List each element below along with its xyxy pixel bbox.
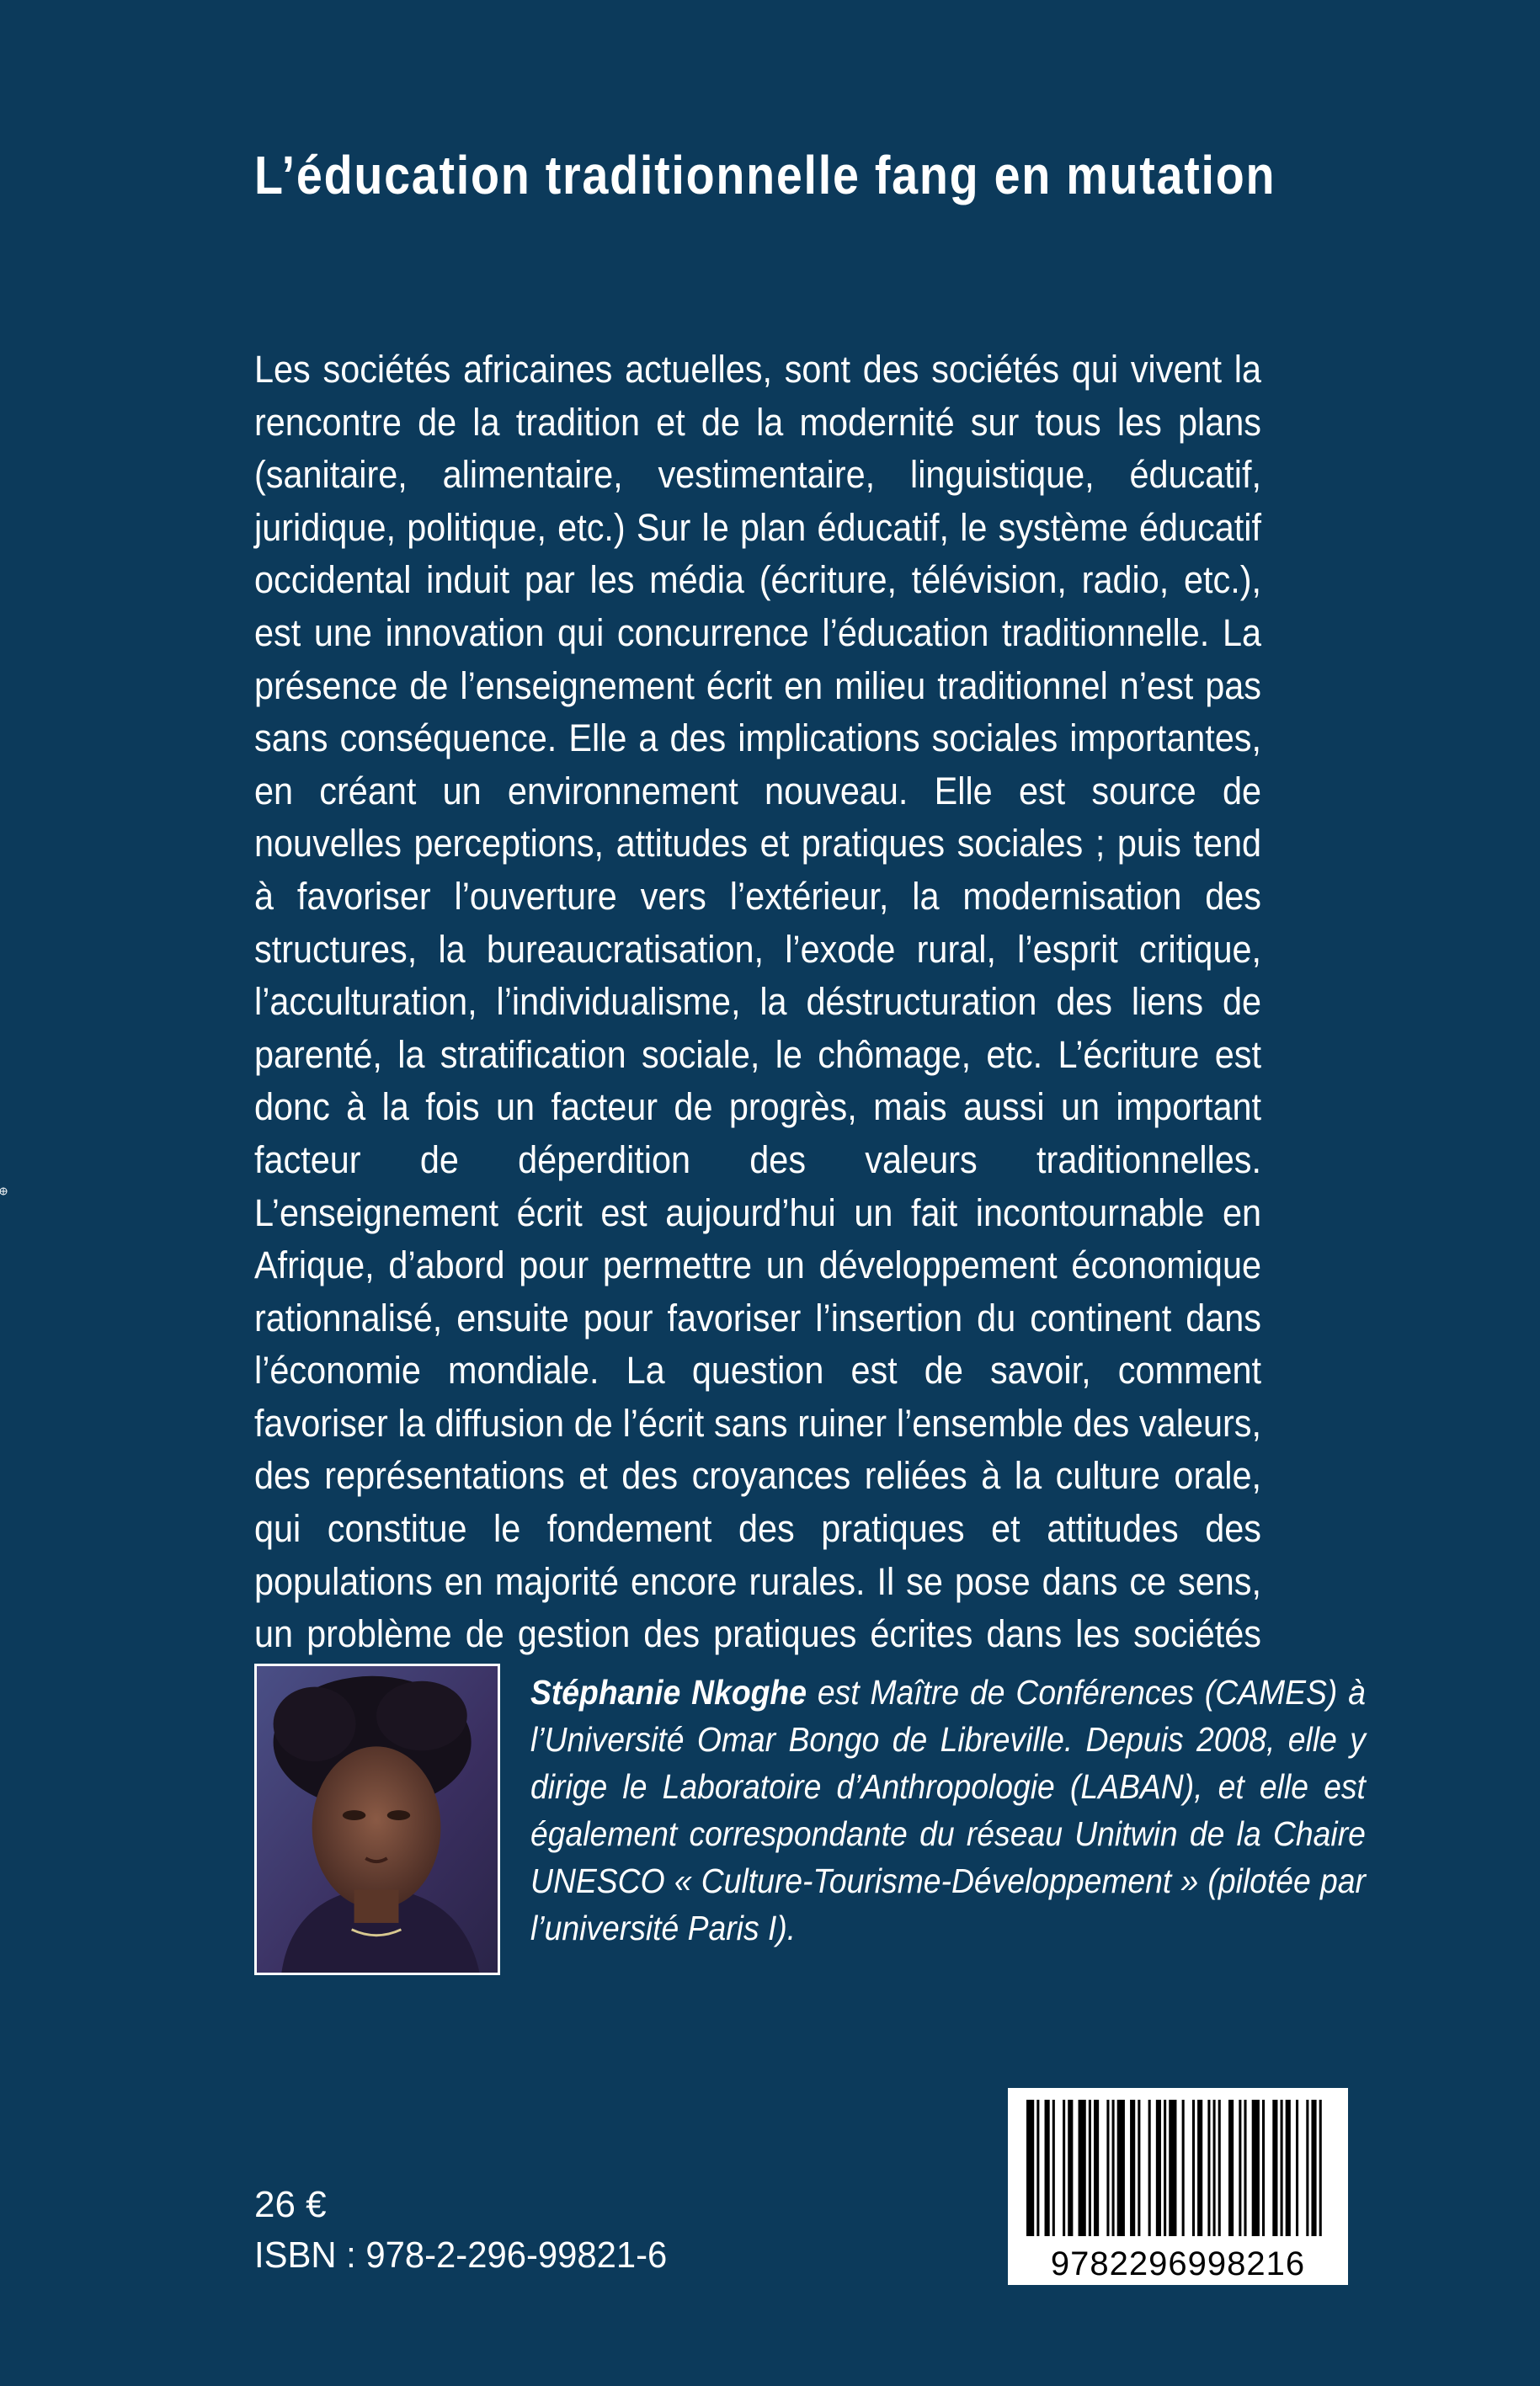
barcode-bar: [1089, 2100, 1091, 2236]
barcode-bar: [1244, 2100, 1246, 2236]
barcode-bar: [1106, 2100, 1109, 2236]
barcode: [1008, 2088, 1348, 2285]
barcode-bar: [1156, 2100, 1161, 2236]
author-photo: [254, 1664, 500, 1975]
barcode-bar: [1169, 2100, 1176, 2236]
barcode-bar: [1079, 2100, 1086, 2236]
barcode-bar: [1063, 2100, 1065, 2236]
back-cover-blurb: [254, 344, 1261, 1713]
barcode-bar: [1045, 2100, 1050, 2236]
barcode-digits: 9782296998216: [1050, 2245, 1306, 2282]
blurb-text: Les sociétés africaines actuelles, sont des sociétés qui vivent la rencontre de la tradition et de la modernité sur tous les plans (sanitaire, alimentaire, vestimentaire, linguistique, éducatif, juridique, politique, etc.) Sur le plan éducatif, le système éducatif occidental induit par les média (écriture, télévision, radio, etc.), est une innovation qui concurrence l’éducation traditionnelle. La présence de l’enseignement écrit en milieu traditionnel n’est pas sans conséquence. Elle a des implications sociales importantes, en créant un environnement nouveau. Elle est source de nouvelles perceptions, attitudes et pratiques sociales ; puis tend à favoriser l’ouverture vers l’extérieur, la modernisation des structures, la bureaucratisation, l’exode rural, l’esprit critique, l’acculturation, l’individualisme, la déstructuration des liens de parenté, la stratification sociale, le chômage, etc. L’écriture est donc à la fois un facteur de progrès, mais aussi un important facteur de déperdition des valeurs traditionnelles. L’enseignement écrit est aujourd’hui un fait incontournable en Afrique, d’abord pour permettre un développement économique rationnalisé, ensuite pour favoriser l’insertion du continent dans l’économie mondiale. La question est de savoir, comment favoriser la diffusion de l’écrit sans ruiner l’ensemble des valeurs, des représentations et des croyances reliées à la culture orale, qui constitue le fondement des pratiques et attitudes des populations en majorité encore rurales. Il se pose dans ce sens, un problème de gestion des pratiques écrites dans les sociétés: [254, 348, 1261, 1656]
barcode-bar: [1036, 2100, 1039, 2236]
barcode-bar: [1319, 2100, 1322, 2236]
barcode-bar: [1228, 2100, 1234, 2236]
barcode-bar: [1068, 2100, 1073, 2236]
author-bio-text: est Maître de Conférences (CAMES) à l’Université Omar Bongo de Libreville. Depuis 2008, elle y dirige le Laboratoire d’Anthropologie (LABAN), et elle est également correspondante du réseau Unitwin de la Chaire UNESCO « Culture-Tourisme-Développement » (pilotée par l’université Paris I).: [530, 1673, 1366, 1947]
barcode-bar: [1272, 2100, 1277, 2236]
registration-mark-icon: [0, 1185, 12, 1197]
barcode-bar: [1197, 2100, 1202, 2236]
author-bio: [530, 1669, 1366, 1952]
barcode-bar: [1252, 2100, 1260, 2236]
barcode-bar: [1281, 2100, 1283, 2236]
book-title: L’éducation traditionnelle fang en mutation: [254, 145, 1276, 205]
barcode-bar: [1311, 2100, 1316, 2236]
barcode-bar: [1117, 2100, 1125, 2236]
barcode-bar: [1218, 2100, 1221, 2236]
barcode-bar: [1182, 2100, 1185, 2236]
barcode-bar: [1286, 2100, 1291, 2236]
barcode-bar: [1306, 2100, 1308, 2236]
barcode-bar: [1296, 2100, 1298, 2236]
barcode-graphic: [1008, 2088, 1348, 2285]
barcode-bar: [1239, 2100, 1241, 2236]
barcode-bar: [1026, 2100, 1034, 2236]
barcode-bar: [1148, 2100, 1151, 2236]
isbn: ISBN : 978-2-296-99821-6: [254, 2234, 668, 2276]
price: 26 €: [254, 2184, 327, 2225]
barcode-bar: [1262, 2100, 1265, 2236]
barcode-bar: [1138, 2100, 1140, 2236]
barcode-bar: [1052, 2100, 1055, 2236]
barcode-bar: [1207, 2100, 1210, 2236]
barcode-bar: [1213, 2100, 1216, 2236]
barcode-bar: [1112, 2100, 1115, 2236]
barcode-bar: [1130, 2100, 1135, 2236]
barcode-bar: [1094, 2100, 1099, 2236]
author-name: Stéphanie Nkoghe: [530, 1673, 807, 1712]
barcode-bar: [1164, 2100, 1166, 2236]
barcode-bar: [1192, 2100, 1195, 2236]
